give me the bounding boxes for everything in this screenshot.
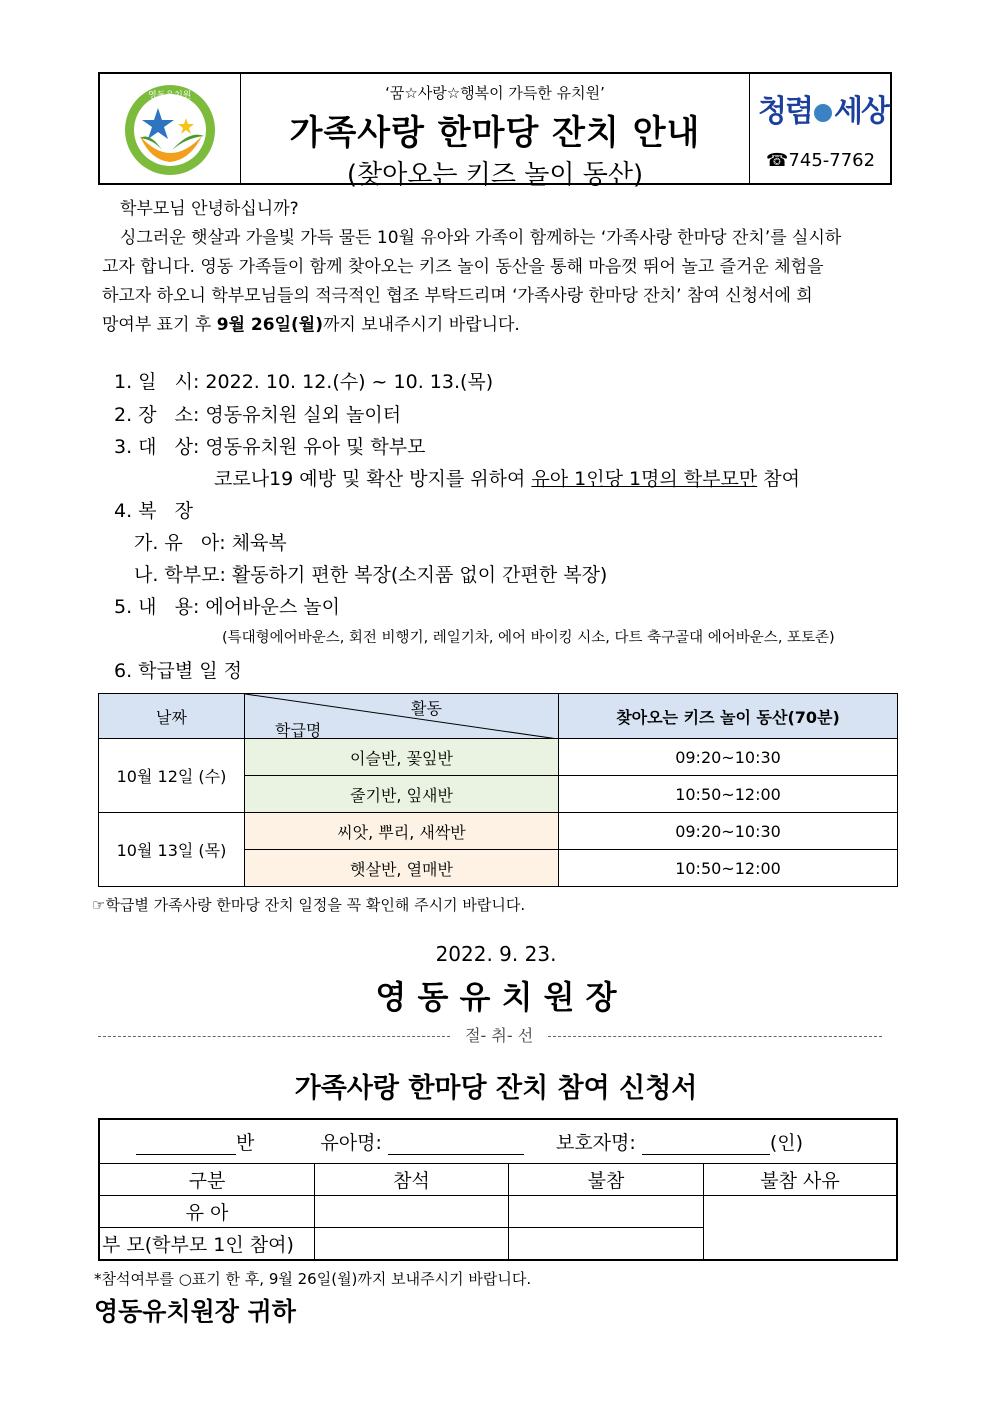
detail-content: 5. 내 용: 에어바운스 놀이 [114,596,340,618]
addressee: 영동유치원장 귀하 [94,1297,296,1326]
detail-dress-child: 가. 유 아: 체육복 [134,532,287,554]
parent-attend-cell[interactable] [315,1227,509,1260]
class-label: 반 [236,1131,255,1154]
form-h-absent: 불참 [509,1163,704,1195]
child-label: 유아명: [320,1131,382,1154]
header-activity: 활동 [411,699,442,718]
header-date: 날짜 [99,694,245,739]
detail-date: 1. 일 시: 2022. 10. 12.(수) ~ 10. 13.(목) [114,371,494,393]
detail-target-note [214,464,800,491]
class-row-3: 씨앗, 뿌리, 새싹반 [245,813,559,850]
child-attend-cell[interactable] [315,1195,509,1227]
application-form [98,1118,898,1261]
detail-dress-parent: 나. 학부모: 활동하기 편한 복장(소지품 없이 간편한 복장) [134,564,608,586]
cut-line [98,1023,892,1046]
deadline: 9월 26일(월) [216,315,323,335]
reason-cell[interactable] [704,1195,898,1260]
intro-line-4c: 까지 보내주시기 바랍니다. [322,315,520,335]
detail-place: 2. 장 소: 영동유치원 실외 놀이터 [114,404,402,426]
sign-name: 영 동 유 치 원 장 [375,978,617,1016]
time-row-4: 10:50~12:00 [559,850,898,887]
detail-target: 3. 대 상: 영동유치원 유아 및 학부모 [114,436,426,458]
day-2: 10월 13일 (목) [99,813,245,887]
child-name-input[interactable] [388,1134,524,1155]
header-box [98,72,892,190]
form-h-reason: 불참 사유 [704,1163,898,1195]
header-diagonal [245,694,559,739]
brand-logo [758,86,888,130]
class-row-1: 이슬반, 꽃잎반 [245,739,559,776]
cut-dashes-right [548,1036,882,1037]
cut-label: 절- 취- 선 [465,1026,534,1045]
schedule-title: 6. 학급별 일 정 [114,660,243,682]
brand-text-1: 청렴 [758,94,812,129]
form-h-type: 구분 [99,1163,315,1195]
detail-content-note: (특대형에어바운스, 회전 비행기, 레일기차, 에어 바이킹 시소, 다트 축구골대 에어바운스, 포토존) [222,630,835,646]
time-row-3: 09:20~10:30 [559,813,898,850]
header-class: 학급명 [275,721,322,740]
cut-dashes-left [98,1036,450,1037]
logo-text: 영동유치원 [148,91,192,101]
intro-line-3: 하고자 하오니 학부모님들의 적극적인 협조 부탁드리며 ‘가족사랑 한마당 잔치’ 참여 신청서에 희 [102,286,813,306]
brand-cell [749,74,890,183]
form-title: 가족사랑 한마당 잔치 참여 신청서 [294,1073,698,1104]
page-subtitle: (찾아오는 키즈 놀이 동산) [346,160,644,190]
target-note-a: 코로나19 예방 및 확산 방지를 위하여 [214,468,532,490]
class-row-4: 햇살반, 열매반 [245,850,559,887]
day-1: 10월 12일 (수) [99,739,245,813]
form-row-child: 유 아 [99,1195,315,1227]
form-row-parent: 부 모(학부모 1인 참여) [99,1227,315,1260]
form-footnote: *참석여부를 ○표기 한 후, 9월 26일(월)까지 보내주시기 바랍니다. [94,1270,532,1288]
intro-line-1: 싱그러운 햇살과 가을빛 가득 물든 10월 유아와 가족이 함께하는 ‘가족사랑 한마당 잔치’를 실시하 [120,228,842,248]
slogan: ‘꿈☆사랑☆행복이 가득한 유치원’ [385,84,605,102]
class-row-2: 줄기반, 잎새반 [245,776,559,813]
target-note-c: 참여 [757,468,800,490]
title-cell [240,74,750,190]
intro-line-4 [102,311,520,340]
logo-cell [100,74,241,183]
form-h-attend: 참석 [315,1163,509,1195]
intro-line-2: 고자 합니다. 영동 가족들이 함께 찾아오는 키즈 놀이 동산을 통해 마음껏 뛰어 놀고 즐거운 체험을 [102,257,824,277]
brand-dot-icon [814,104,832,122]
child-absent-cell[interactable] [509,1195,704,1227]
guardian-label: 보호자명: [555,1131,636,1154]
time-row-1: 09:20~10:30 [559,739,898,776]
greeting: 학부모님 안녕하십니까? [120,199,299,219]
form-info-row [99,1119,897,1163]
phone-number: ☎745-7762 [766,150,876,171]
seal-label: (인) [769,1131,804,1154]
detail-dress: 4. 복 장 [114,500,193,522]
class-input[interactable] [136,1134,236,1155]
header-program: 찾아오는 키즈 놀이 동산(70분) [559,694,898,739]
guardian-name-input[interactable] [642,1134,770,1155]
schedule-table [98,693,898,887]
target-note-b: 유아 1인당 1명의 학부모만 [531,468,758,490]
time-row-2: 10:50~12:00 [559,776,898,813]
brand-text-2: 세상 [833,94,888,129]
parent-absent-cell[interactable] [509,1227,704,1260]
intro-line-4a: 망여부 표기 후 [102,315,217,335]
sign-date: 2022. 9. 23. [435,942,557,966]
page-title: 가족사랑 한마당 잔치 안내 [289,113,701,153]
schedule-note: ☞학급별 가족사랑 한마당 잔치 일정을 꼭 확인해 주시기 바랍니다. [92,896,526,914]
